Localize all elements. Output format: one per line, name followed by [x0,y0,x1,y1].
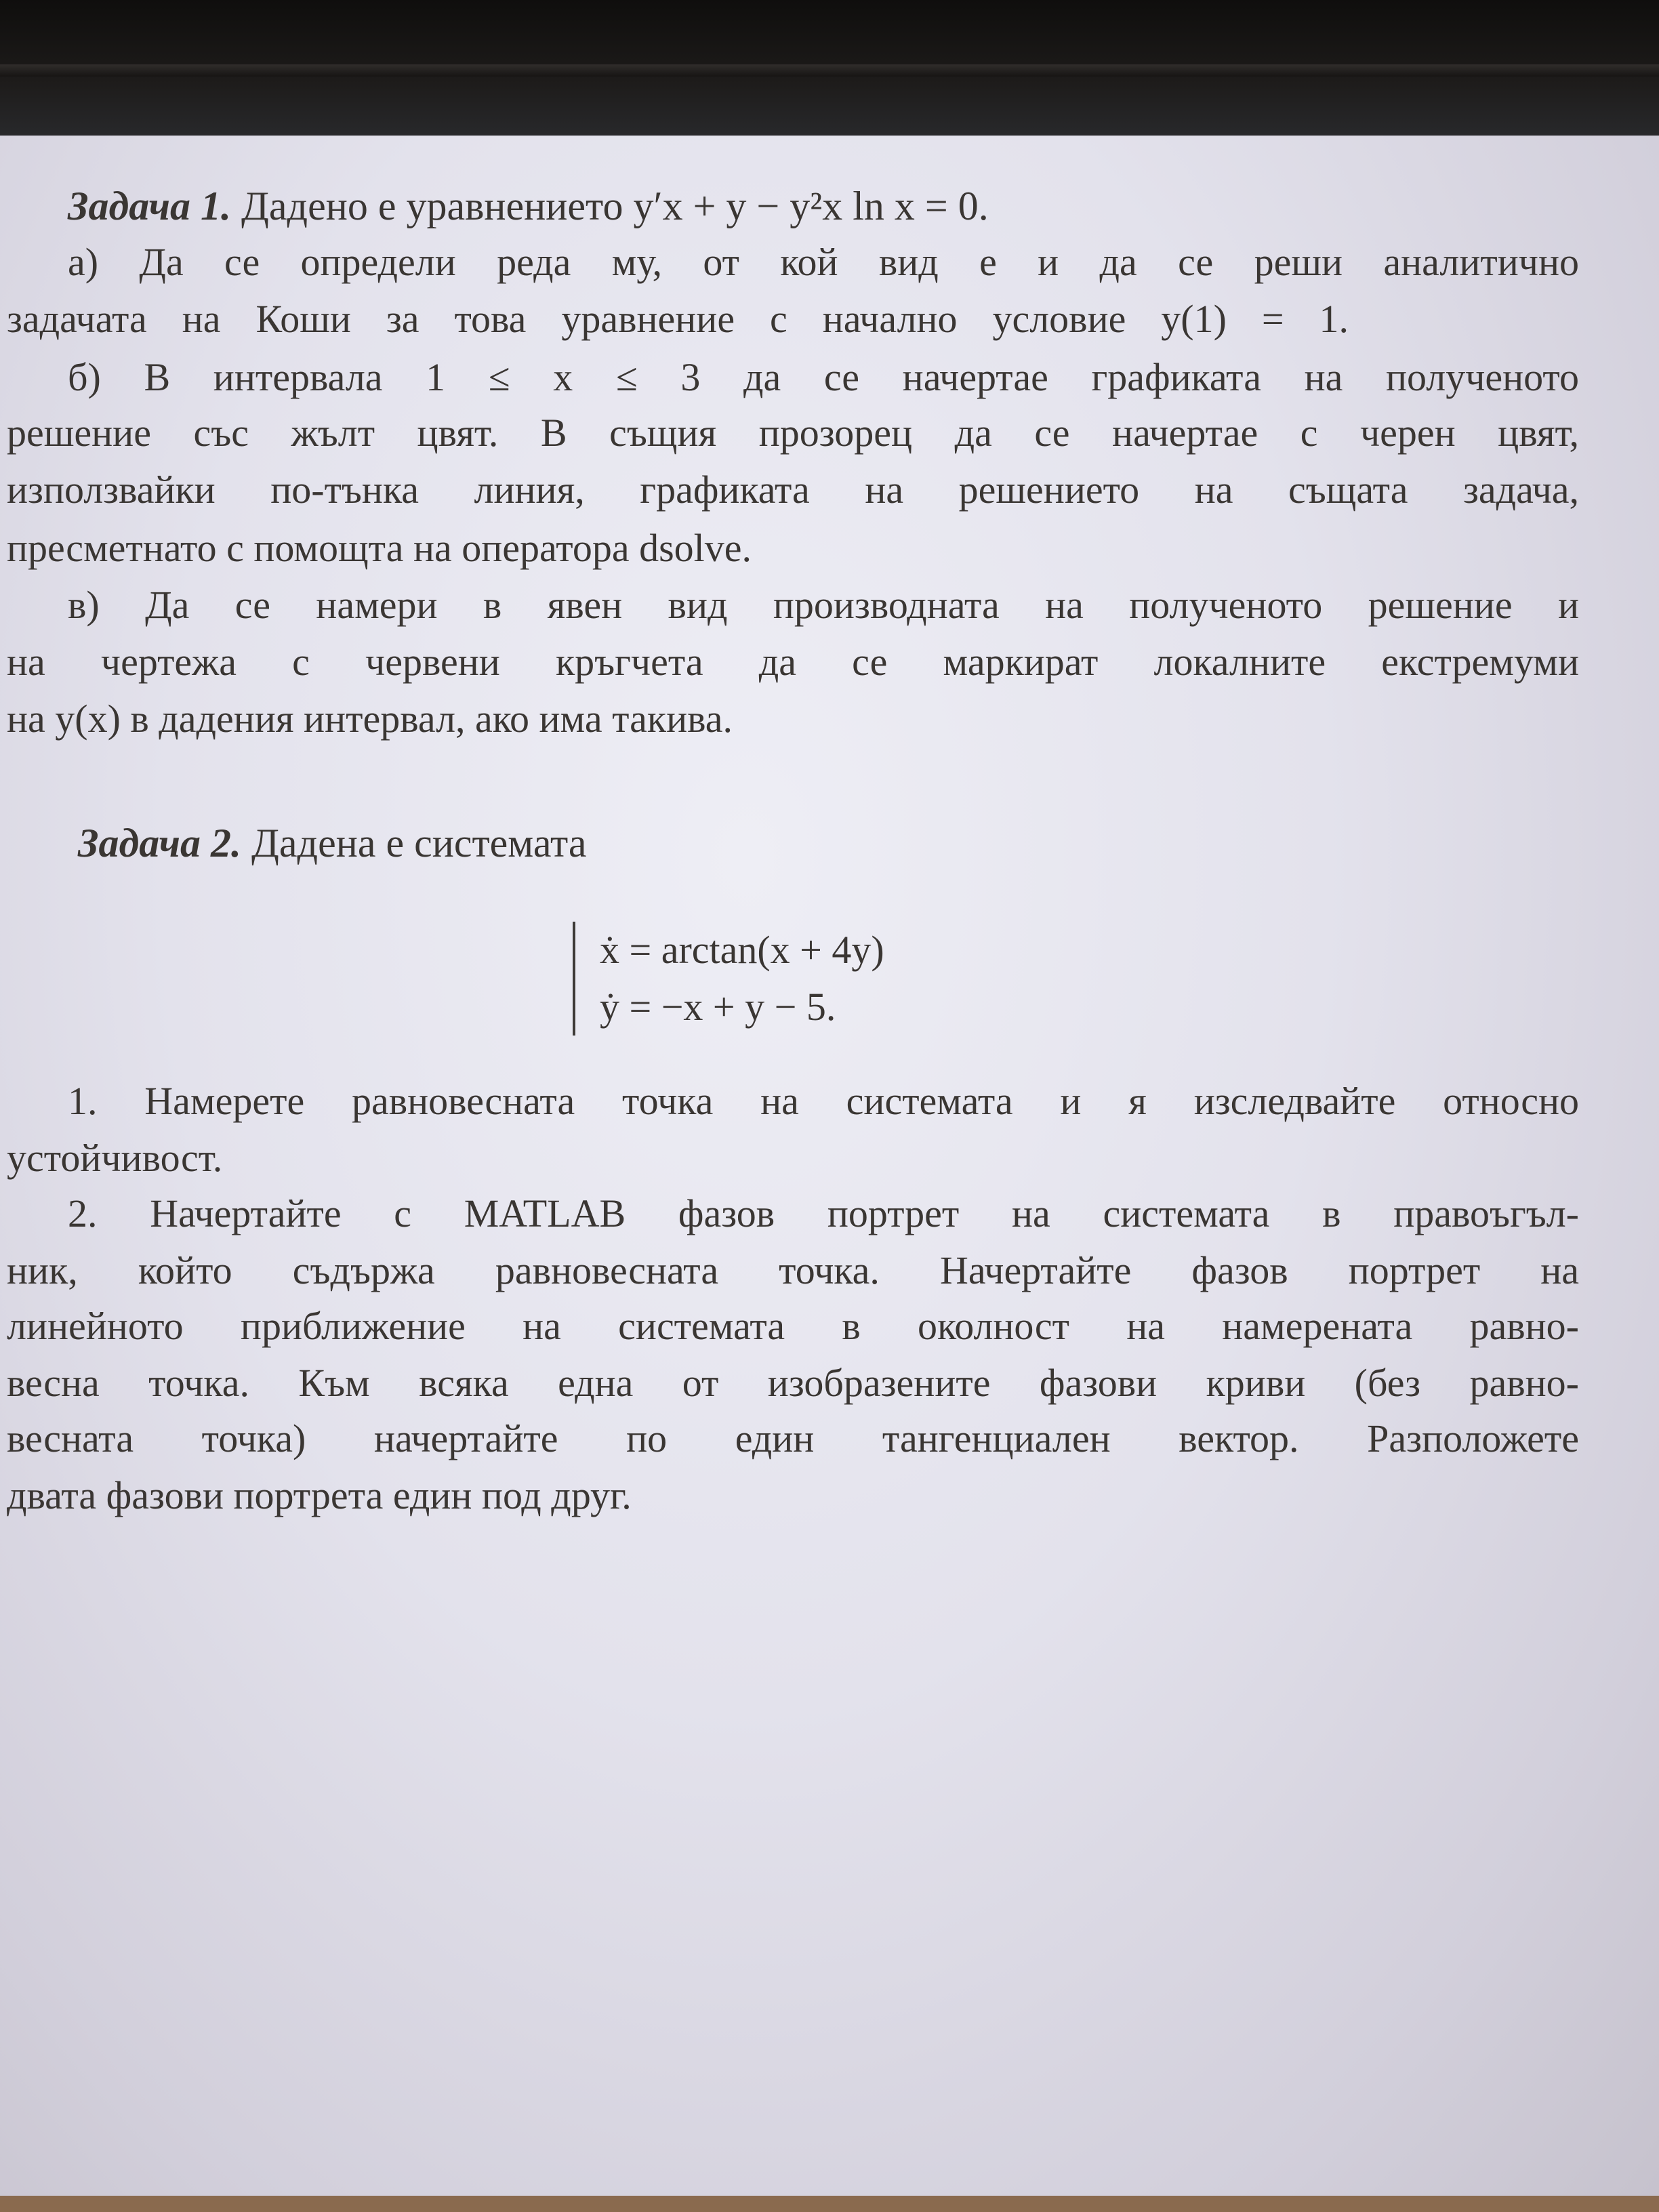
equation-system [573,922,884,1036]
task2-item1-line1: 1. Намерете равновесната точка на системата и я изследвайте относно [68,1079,1579,1123]
task2-item1-line2: устойчивост. [7,1136,223,1180]
task2-item2-line2: ник, който съдържа равновесната точка. Начертайте фазов портрет на [7,1248,1579,1292]
system-equation-1: ẋ = arctan(x + 4y) [600,928,884,972]
table-surface-bottom [0,2196,1659,2212]
desk-edge [0,64,1659,77]
task2-item2-line1: 2. Начертайте с MATLAB фазов портрет на системата в правоъгъл- [68,1191,1579,1235]
paper-sheet [0,136,1659,2196]
task2-item2-line6: двата фазови портрета един под друг. [7,1473,632,1517]
task1-part-b-line1: б) В интервала 1 ≤ x ≤ 3 да се начертае графиката на полученото [68,355,1579,399]
task1-part-b-line2: решение със жълт цвят. В същия прозорец да се начертае с черен цвят, [7,411,1579,455]
task2-label: Задача 2. [78,821,241,865]
task1-part-b-line3: използвайки по-тънка линия, графиката на решението на същата задача, [7,468,1579,512]
task2-title [78,819,587,867]
task2-item2-line3: линейното приближение на системата в околност на намерената равно- [7,1304,1579,1348]
system-equation-2: ẏ = −x + y − 5. [600,985,836,1029]
task1-label: Задача 1. [68,184,231,228]
task1-part-a-line2: задачата на Коши за това уравнение с начално условие y(1) = 1. [7,297,1349,341]
task1-part-v-line1: в) Да се намери в явен вид производната на полученото решение и [68,583,1579,627]
task1-part-b-line4: пресметнато с помощта на оператора dsolve. [7,526,752,570]
task1-title [68,182,989,230]
task1-statement: Дадено е уравнението y′x + y − y²x ln x = 0. [241,184,989,228]
task1-part-v-line3: на y(x) в дадения интервал, ако има такива. [7,697,733,741]
task2-item2-line5: весната точка) начертайте по един тангенциален вектор. Разположете [7,1416,1579,1460]
task1-part-v-line2: на чертежа с червени кръгчета да се маркират локалните екстремуми [7,640,1579,684]
task1-part-a-line1: а) Да се определи реда му, от кой вид е и да се реши аналитично [68,240,1579,284]
task2-statement: Дадена е системата [251,821,587,865]
task2-item2-line4: весна точка. Към всяка една от изобразените фазови криви (без равно- [7,1361,1579,1405]
